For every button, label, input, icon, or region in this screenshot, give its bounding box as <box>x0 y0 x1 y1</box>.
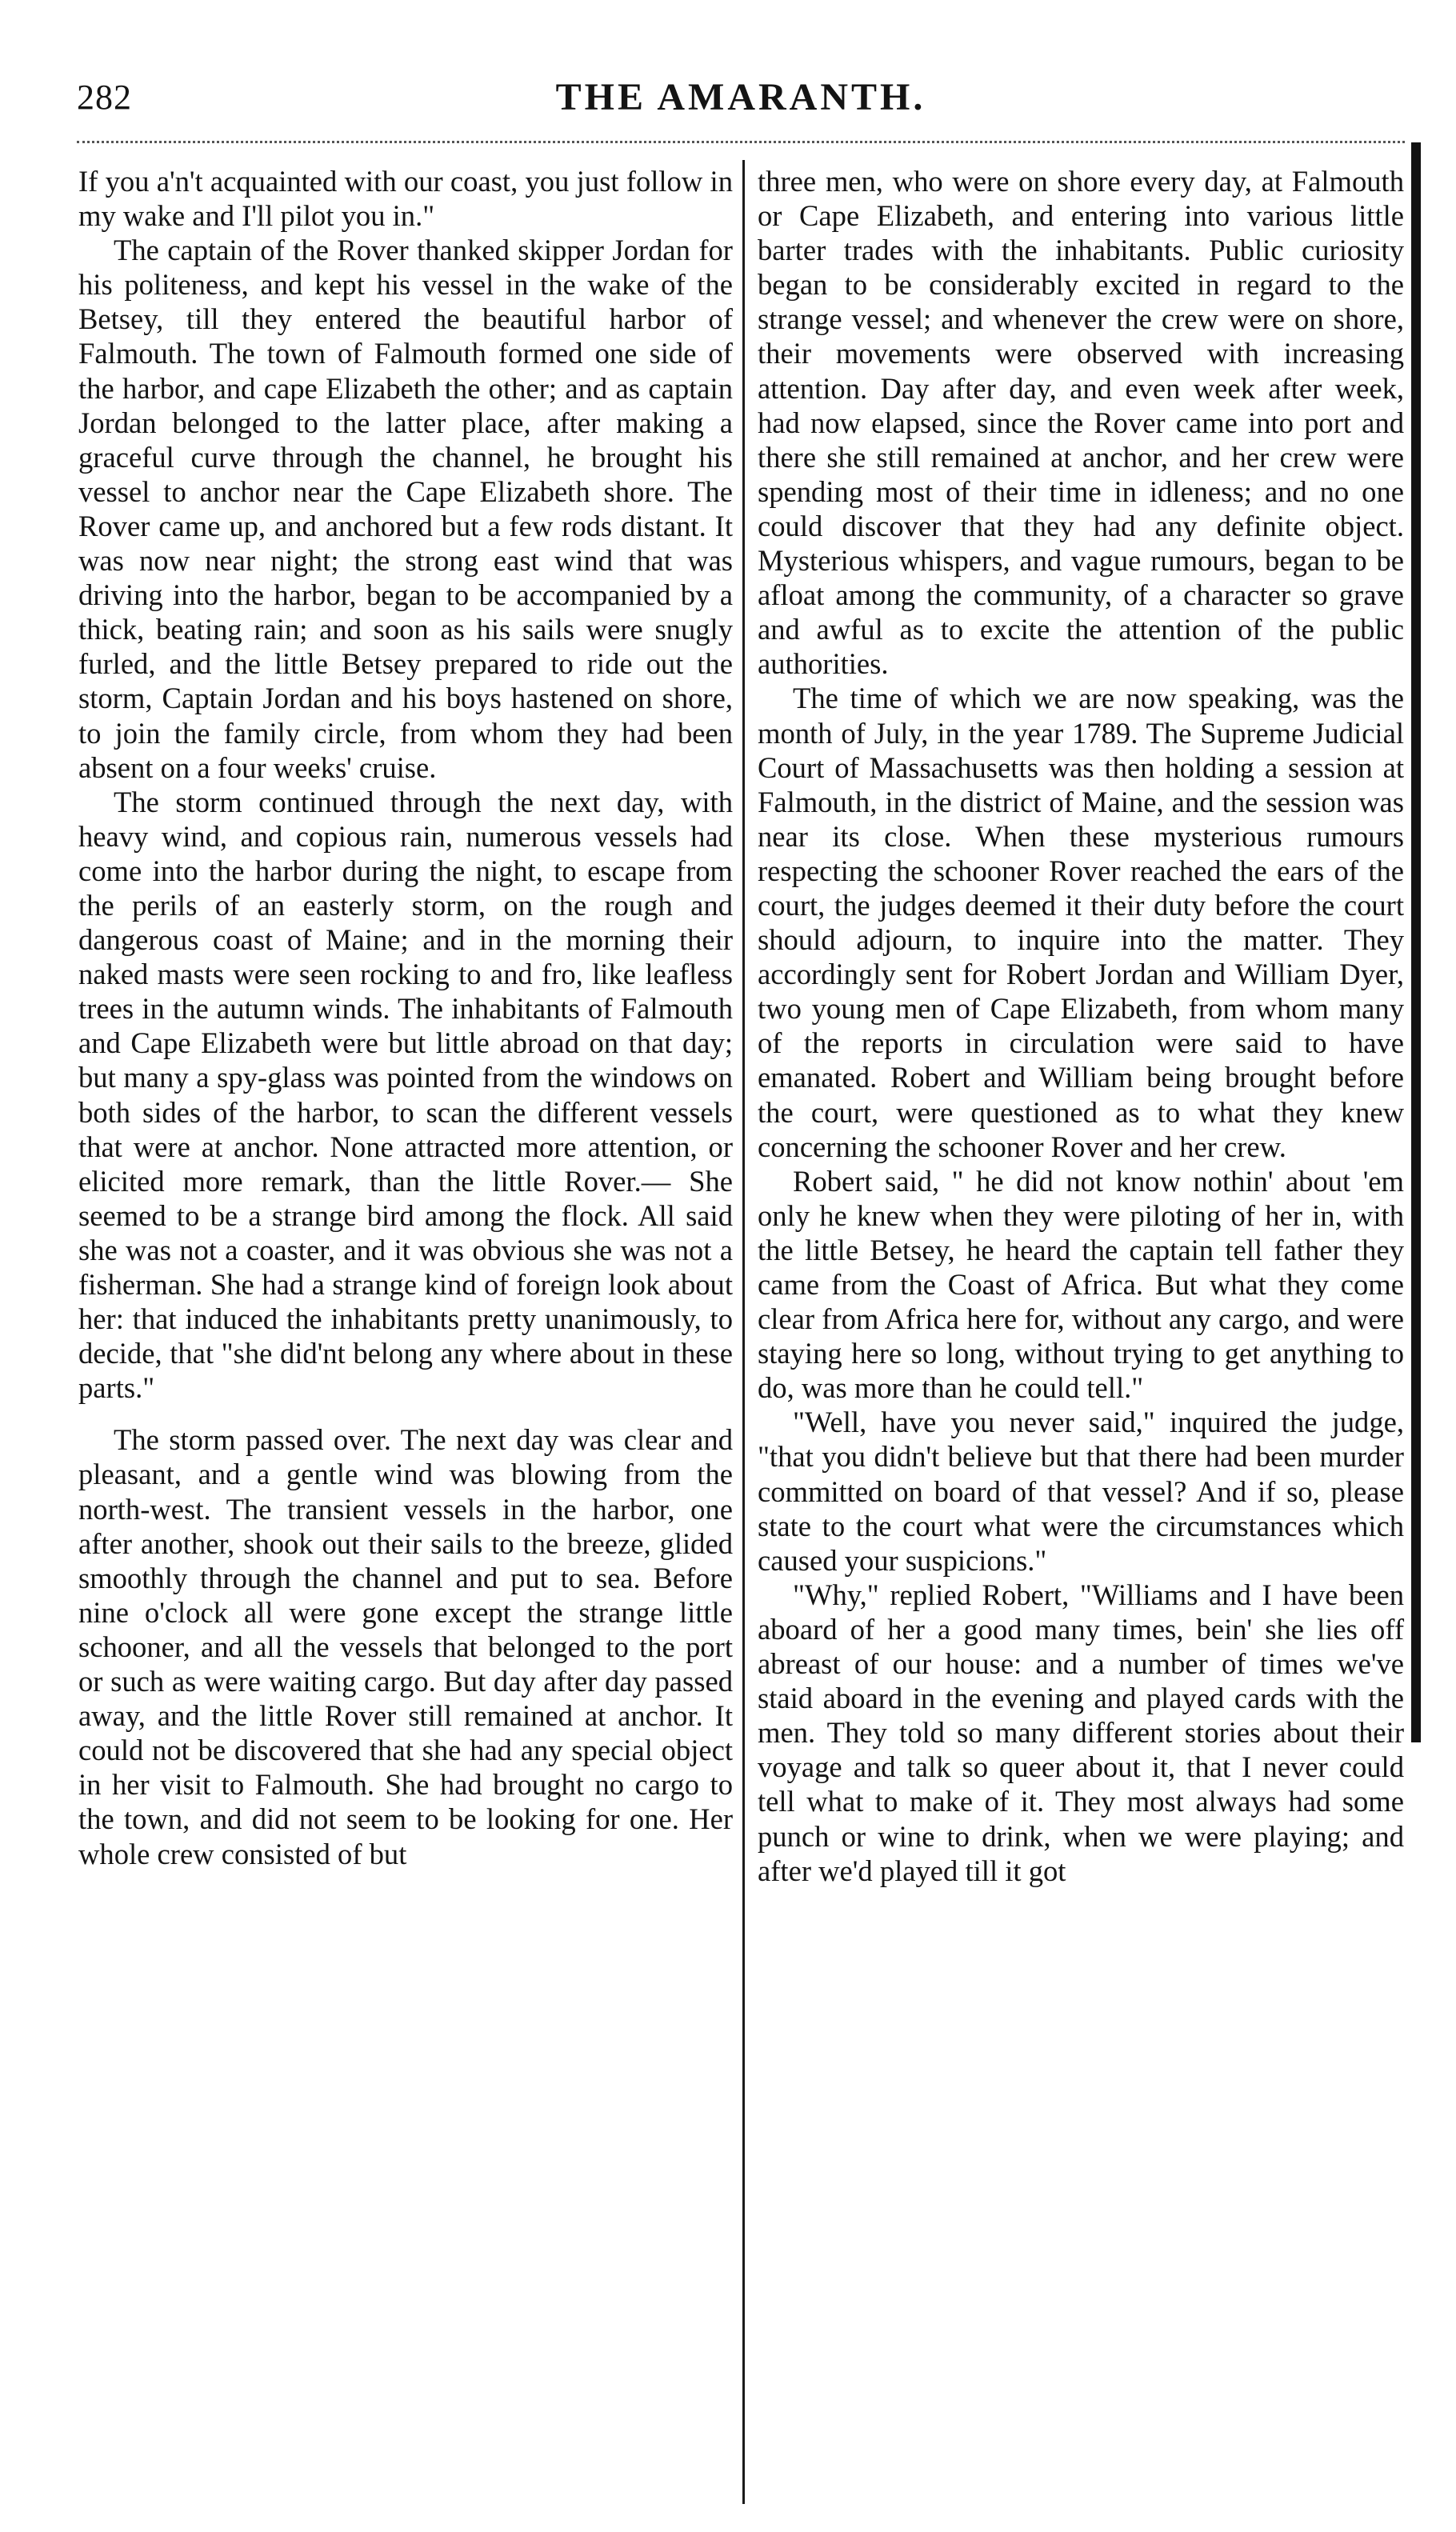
column-divider <box>742 160 745 2504</box>
header-rule <box>77 141 1405 143</box>
paragraph: If you a'n't acquainted with our coast, you just follow in my wake and I'll pilot you in." <box>78 165 733 233</box>
paragraph: The captain of the Rover thanked skipper Jordan for his politeness, and kept his vessel in the wake of the Betsey, till they entered the beautiful harbor of Falmouth. The town of Falmouth formed one side of the harbor, and cape Elizabeth the other; and as captain Jordan belonged to the latter place, after making a graceful curve through the channel, he brought his vessel to anchor near the Cape Elizabeth shore. The Rover came up, and anchored but a few rods distant. It was now near night; the strong east wind that was driving into the harbor, began to be accompanied by a thick, beating rain; and soon as his sails were snugly furled, and the little Betsey prepared to ride out the storm, Captain Jordan and his boys hastened on shore, to join the family circle, from whom they had been absent on a four weeks' cruise. <box>78 234 733 784</box>
journal-title: THE AMARANTH. <box>555 76 926 118</box>
paragraph: Robert said, " he did not know nothin' about 'em only he knew when they were piloting of her in, with the little Betsey, he heard the captain tell father they came from the Coast of Africa. But what they come clear from Africa here for, without any cargo, and were staying here so long, without trying to get anything to do, was more than he could tell." <box>758 1164 1404 1405</box>
paragraph: three men, who were on shore every day, at Falmouth or Cape Elizabeth, and entering into various little barter trades with the inhabitants. Public curiosity began to be considerably excited in regard to the strange vessel; and whenever the crew were on shore, their movements were observed with increasing attention. Day after day, and even week after week, had now elapsed, since the Rover came into port and there she still remained at anchor, and her crew were spending most of their time in idleness; and no one could discover that they had any definite object. Mysterious whispers, and vague rumours, began to be afloat among the community, of a character so grave and awful as to excite the attention of the public authorities. <box>758 165 1404 681</box>
paragraph: The storm passed over. The next day was clear and pleasant, and a gentle wind was blowing from the north-west. The transient vessels in the harbor, one after another, shook out their sails to the breeze, glided smoothly through the channel and put to sea. Before nine o'clock all were gone except the strange little schooner, and all the vessels that belonged to the port or such as were waiting cargo. But day after day passed away, and the little Rover still remained at anchor. It could not be discovered that she had any special object in her visit to Falmouth. She had brought no cargo to the town, and did not seem to be looking for one. Her whole crew consisted of but <box>78 1423 733 1870</box>
paragraph: "Why," replied Robert, "Williams and I have been aboard of her a good many times, bein' she lies off abreast of our house: and a number of times we've staid aboard in the evening and played cards with the men. They told so many different stories about their voyage and talk so queer about it, that I never could tell what to make of it. They most always had some punch or wine to drink, when we were playing; and after we'd played till it got <box>758 1578 1404 1887</box>
page-number: 282 <box>77 78 132 117</box>
paragraph: The storm continued through the next day, with heavy wind, and copious rain, numerous vessels had come into the harbor during the night, to escape from the perils of an easterly storm, on the rough and dangerous coast of Maine; and in the morning their naked masts were seen rocking to and fro, like leafless trees in the autumn winds. The inhabitants of Falmouth and Cape Elizabeth were but little abroad on that day; but many a spy-glass was pointed from the windows on both sides of the harbor, to scan the different vessels that were at anchor. None attracted more attention, or elicited more remark, than the little Rover.— She seemed to be a strange bird among the flock. All said she was not a coaster, and it was obvious she was not a fisherman. She had a strange kind of foreign look about her: that induced the inhabitants pretty unanimously, to decide, that "she did'nt belong any where about in these parts." <box>78 785 733 1405</box>
paragraph: "Well, have you never said," inquired the judge, "that you didn't believe but that there had been murder committed on board of that vessel? And if so, please state to the court what were the circumstances which caused your suspicions." <box>758 1406 1404 1577</box>
paragraph: The time of which we are now speaking, was the month of July, in the year 1789. The Supreme Judicial Court of Massachusetts was then holding a session at Falmouth, in the district of Maine, and the session was near its close. When these mysterious rumours respecting the schooner Rover reached the ears of the court, the judges deemed it their duty before the court should adjourn, to inquire into the matter. They accordingly sent for Robert Jordan and William Dyer, two young men of Cape Elizabeth, from whom many of the reports in circulation were said to have emanated. Robert and William being brought before the court, were questioned as to what they knew concerning the schooner Rover and her crew. <box>758 682 1404 1163</box>
left-column <box>78 164 733 1871</box>
page-edge-shadow <box>1411 142 1421 1742</box>
running-head <box>77 77 1405 125</box>
right-column <box>758 164 1404 1888</box>
